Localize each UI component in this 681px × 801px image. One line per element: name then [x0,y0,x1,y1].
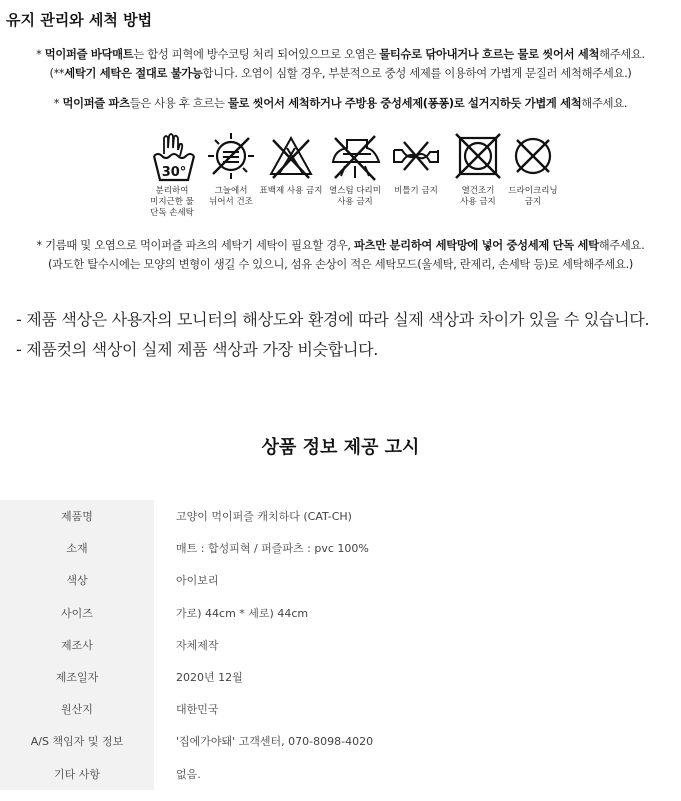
hand-wash-30-icon [144,128,200,184]
no-wring-icon [388,128,444,184]
care-icon-item [256,128,326,197]
care-icon-item [320,128,390,208]
color-disclaimer-line: - 제품컷의 색상이 실제 제품 색상과 가장 비슷합니다. [16,340,379,359]
product-info-table [0,500,681,790]
table-row [0,725,681,757]
care-note-parts-machine-wash: * 기름때 및 오염으로 먹이퍼즐 파츠의 세탁기 세탁이 필요할 경우, 파츠만 분리하여 세탁망에 넣어 중성세제 단독 세탁해주세요. [36,239,645,252]
table-row [0,661,681,693]
info-key: 색상 [0,564,154,596]
care-icon-item [498,128,568,208]
table-row [0,758,681,790]
info-key: 제품명 [0,500,154,532]
info-key: A/S 책임자 및 정보 [0,725,154,757]
care-note-no-machine-wash: (**세탁기 세탁은 절대로 불가능합니다. 오염이 심할 경우, 부분적으로 중성 세제를 이용하여 가볍게 문질러 세척해주세요.) [49,67,632,80]
info-value: 매트 : 합성피혁 / 퍼즐파츠 : pvc 100% [176,542,369,556]
icon-caption: 표백제 사용 금지 [259,186,323,196]
icon-caption: 드라이크리닝 금지 [508,186,558,207]
care-icon-item [381,128,451,197]
info-value: 자체제작 [176,638,219,652]
info-key: 제조일자 [0,661,154,693]
care-note-parts: * 먹이퍼즐 파츠들은 사용 후 흐르는 물로 씻어서 세척하거나 주방용 중성세제(퐁퐁)로 설거지하듯 가볍게 세척해주세요. [53,97,628,110]
info-value: 대한민국 [176,703,219,717]
info-value: 없음. [176,767,201,781]
table-row [0,500,681,532]
wash-temperature-label: 30° [161,165,187,180]
info-key: 기타 사항 [0,758,154,790]
care-note-spin-warning: (과도한 탈수시에는 모양의 변형이 생길 수 있으니, 섬유 손상이 적은 세탁모드(울세탁, 란제리, 손세탁 등)로 세탁해주세요.) [47,258,634,271]
care-icons-row [0,128,681,228]
no-steam-iron-icon [327,128,383,184]
info-value: 2020년 12월 [176,671,243,685]
color-disclaimer-line: - 제품 색상은 사용자의 모니터의 해상도와 환경에 따라 실제 색상과 차이가 있을 수 있습니다. [16,310,650,329]
icon-caption: 그늘에서 뉘어서 건조 [209,186,253,207]
icon-caption: 열스팀 다리미 사용 금지 [329,186,381,207]
shade-dry-icon [203,128,259,184]
info-key: 소재 [0,532,154,564]
table-row [0,564,681,596]
info-value: 가로) 44cm * 세로) 44cm [176,606,309,620]
info-key: 사이즈 [0,597,154,629]
info-value: '집에가야돼' 고객센터, 070-8098-4020 [176,735,374,749]
care-note-mat: * 먹이퍼즐 바닥매트는 합성 피혁에 방수코팅 처리 되어있으므로 오염은 물티슈로 닦아내거나 흐르는 물로 씻어서 세척해주세요. [36,48,645,61]
no-dry-clean-icon [505,128,561,184]
icon-caption: 열건조기 사용 금지 [460,186,496,207]
info-key: 원산지 [0,693,154,725]
table-row [0,629,681,661]
no-bleach-icon [263,128,319,184]
icon-caption: 분리하여 미지근한 물 단독 손세탁 [150,186,194,218]
product-info-title: 상품 정보 제공 고시 [261,437,420,458]
table-row [0,597,681,629]
info-value: 고양이 먹이퍼즐 캐치하다 (CAT-CH) [176,510,352,524]
care-section-title: 유지 관리와 세척 방법 [6,11,153,29]
info-key: 제조사 [0,629,154,661]
info-value: 아이보리 [176,574,219,588]
table-row [0,532,681,564]
icon-caption: 비틀기 금지 [394,186,438,196]
table-row [0,693,681,725]
